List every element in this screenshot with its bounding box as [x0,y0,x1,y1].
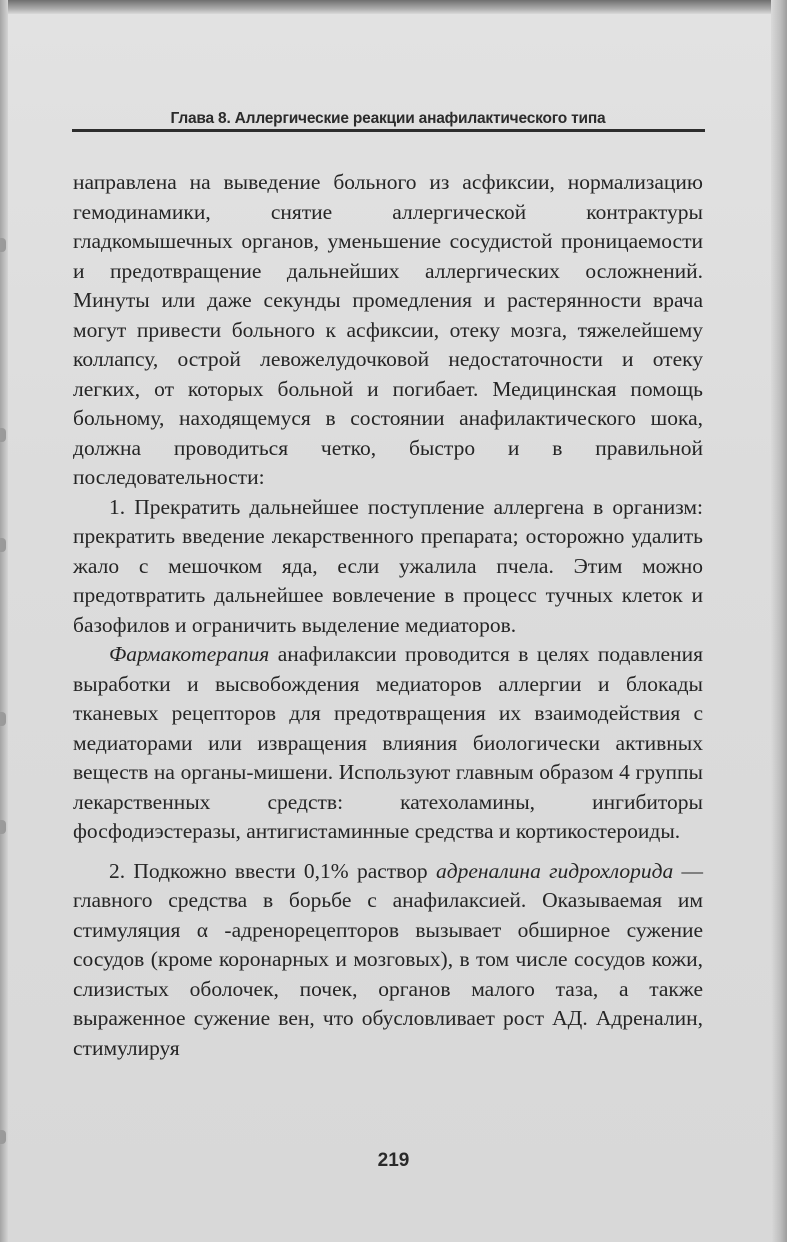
page-right-edge [771,0,787,1242]
paragraph: 1. Прекратить дальнейшее поступление аллергена в организм: прекратить введение лекарственного препарата; осторожно удалить жало с мешочком яда, если ужалила пчела. Этим можно предотвратить дальнейшее вовлечение в процесс тучных клеток и базофилов и ограничить выделение медиаторов. [73,494,703,637]
italic-term: адреналина гидрохлорида [435,858,674,883]
paragraph-text: — главного средства в борьбе с анафилаксией. Оказываемая им стимуляция α -адренорецепторов вызывает обширное сужение сосудов (кроме коронарных и мозговых), в том числе сосудов кожи, слизистых оболочек, почек, органов малого таза, а также выраженное сужение вен, что обусловливает рост АД. Адреналин, стимулируя [73,858,703,1060]
page-top-edge [0,0,787,14]
binding-hole [0,712,6,726]
paragraph [73,857,703,1064]
page-binding-edge [0,0,8,1242]
paragraph: направлена на выведение больного из асфиксии, нормализацию гемодинамики, снятие аллергической контрактуры гладкомышечных органов, уменьшение сосудистой проницаемости и предотвращение дальнейших аллергических осложнений. Минуты или даже секунды промедления и растерянности врача могут привести больного к асфиксии, отеку мозга, тяжелейшему коллапсу, острой левожелудочковой недостаточности и отеку легких, от которых больной и погибает. Медицинская помощь больному, находящемуся в состоянии анафилактического шока, должна проводиться четко, быстро и в правильной последовательности: [73,170,703,489]
binding-hole [0,238,6,252]
binding-hole [0,820,6,834]
paragraph-text: анафилаксии проводится в целях подавления выработки и высвобождения медиаторов аллергии и блокады тканевых рецепторов для предотвращения их взаимодействия с медиаторами или извращения влияния биологически активных веществ на органы-мишени. Используют главным образом 4 группы лекарственных средств: катехоламины, ингибиторы фосфодиэстеразы, антигистаминные средства и кортикостероиды. [73,642,703,843]
body-text [73,168,703,1063]
binding-hole [0,538,6,552]
binding-hole [0,428,6,442]
header-rule [72,129,705,132]
paragraph [73,640,703,847]
running-head: Глава 8. Аллергические реакции анафилактического типа [170,110,606,127]
page-number: 219 [377,1150,410,1171]
binding-hole [0,1130,6,1144]
paragraph-text: 2. Подкожно ввести 0,1% раствор [109,858,436,883]
italic-term: Фармакотерапия [109,642,270,666]
